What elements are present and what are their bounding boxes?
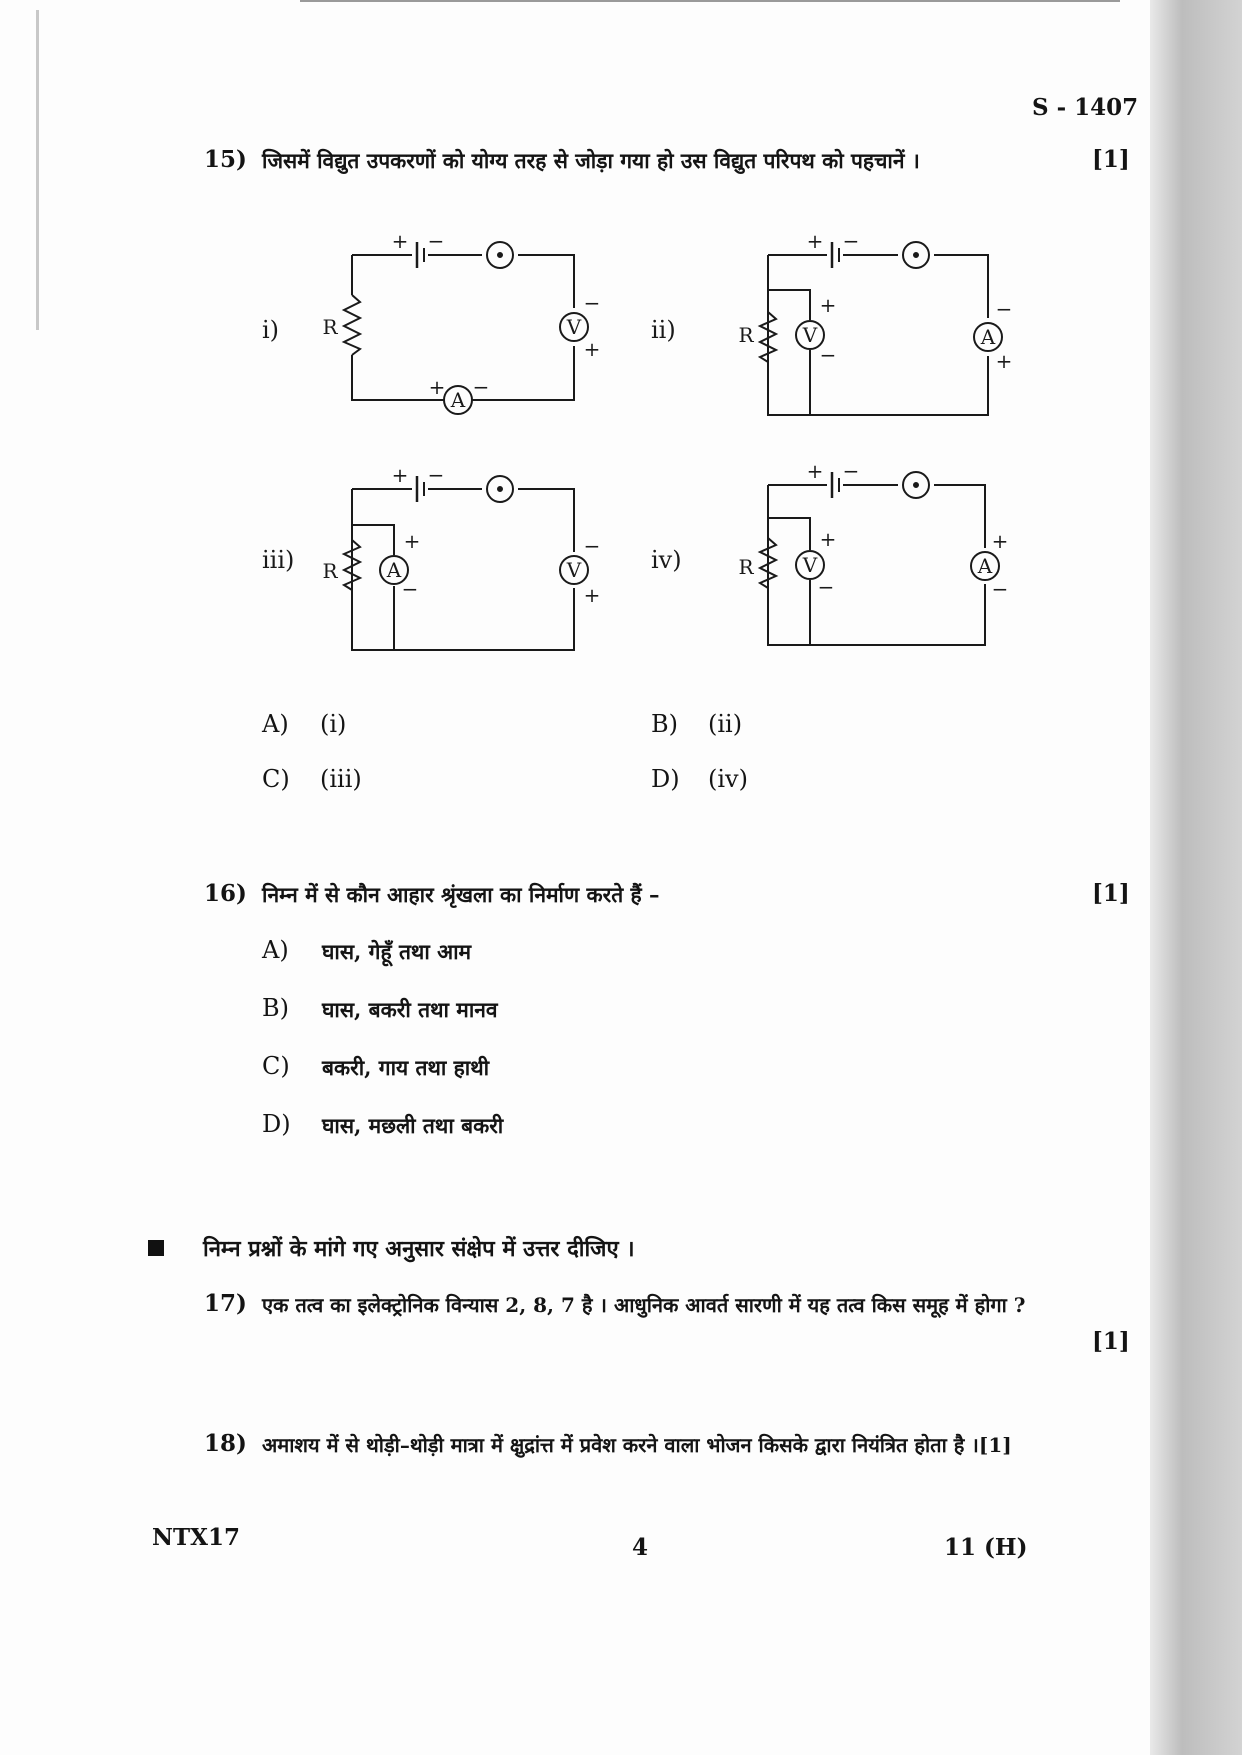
marks: [1] — [1092, 880, 1130, 907]
voltmeter-plus: + — [819, 293, 837, 317]
question-text: अमाशय में से थोड़ी–थोड़ी मात्रा में क्षुद्रांत्त में प्रवेश करने वाला भोजन किसके द्वारा नियंत्रित होता है ।[1] — [262, 1433, 1012, 1457]
question-number: 17) — [204, 1290, 247, 1317]
section-bullet — [148, 1240, 164, 1256]
battery-plus: + — [391, 463, 409, 487]
resistor-label: R — [738, 555, 754, 579]
circuit-iii — [344, 476, 588, 650]
option-letter: C) — [262, 1052, 290, 1080]
ammeter-plus: + — [403, 529, 421, 553]
diagram-label-i: i) — [262, 316, 280, 344]
option-value: घास, मछली तथा बकरी — [322, 1113, 504, 1138]
marks: [1] — [1092, 1328, 1130, 1355]
battery-minus: − — [842, 459, 860, 483]
battery-plus: + — [806, 459, 824, 483]
battery-minus: − — [427, 229, 445, 253]
voltmeter-symbol: V — [802, 553, 818, 577]
resistor-label: R — [738, 323, 754, 347]
voltmeter-plus: + — [819, 527, 837, 551]
circuit-iv — [760, 472, 999, 645]
diagram-label-ii: ii) — [651, 316, 676, 344]
battery-plus: + — [391, 229, 409, 253]
option-letter: D) — [262, 1110, 291, 1138]
question-number: 16) — [204, 880, 247, 907]
option-letter: A) — [262, 936, 289, 964]
question-text: एक तत्व का इलेक्ट्रोनिक विन्यास 2, 8, 7 है । आधुनिक आवर्त सारणी में यह तत्व किस समूह में होगा ? — [262, 1293, 1026, 1317]
battery-minus: − — [842, 229, 860, 253]
option-value: (i) — [320, 710, 347, 738]
option-letter: B) — [651, 710, 678, 738]
option-value: (iv) — [708, 765, 748, 793]
battery-plus: + — [806, 229, 824, 253]
option-value: घास, गेहूँ तथा आम — [322, 939, 472, 964]
voltmeter-minus: − — [817, 575, 835, 599]
ammeter-minus: − — [472, 375, 490, 399]
voltmeter-minus: − — [583, 291, 601, 315]
question-number: 15) — [204, 146, 247, 173]
ammeter-symbol: A — [980, 325, 996, 349]
option-value: बकरी, गाय तथा हाथी — [322, 1055, 490, 1080]
voltmeter-plus: + — [583, 337, 601, 361]
ammeter-plus: + — [995, 349, 1013, 373]
voltmeter-plus: + — [583, 583, 601, 607]
ammeter-symbol: A — [450, 388, 466, 412]
option-letter: A) — [262, 710, 289, 738]
option-value: (ii) — [708, 710, 743, 738]
option-letter: C) — [262, 765, 290, 793]
voltmeter-symbol: V — [566, 558, 582, 582]
resistor-label: R — [322, 315, 338, 339]
resistor-label: R — [322, 559, 338, 583]
option-value: घास, बकरी तथा मानव — [322, 997, 498, 1022]
footer-subject: 11 (H) — [944, 1534, 1028, 1561]
question-text: निम्न में से कौन आहार श्रृंखला का निर्माण करते हैं – — [262, 882, 660, 907]
footer-code: NTX17 — [152, 1524, 240, 1551]
circuit-diagrams — [0, 0, 1242, 720]
ammeter-minus: − — [991, 577, 1009, 601]
circuit-ii — [760, 242, 1002, 415]
ammeter-minus: − — [995, 297, 1013, 321]
circuit-i — [344, 242, 588, 414]
question-text: जिसमें विद्युत उपकरणों को योग्य तरह से जोड़ा गया हो उस विद्युत परिपथ को पहचानें । — [262, 148, 920, 173]
voltmeter-symbol: V — [566, 315, 582, 339]
option-letter: B) — [262, 994, 289, 1022]
page-number: 4 — [632, 1534, 649, 1561]
ammeter-plus: + — [991, 529, 1009, 553]
diagram-label-iii: iii) — [262, 546, 295, 574]
ammeter-minus: − — [401, 577, 419, 601]
battery-minus: − — [427, 463, 445, 487]
question-number: 18) — [204, 1430, 247, 1457]
section-heading: निम्न प्रश्नों के मांगे गए अनुसार संक्षेप में उत्तर दीजिए । — [203, 1236, 635, 1262]
paper-code: S - 1407 — [1032, 94, 1139, 121]
diagram-label-iv: iv) — [651, 546, 682, 574]
marks: [1] — [1092, 146, 1130, 173]
option-value: (iii) — [320, 765, 362, 793]
ammeter-symbol: A — [977, 554, 993, 578]
voltmeter-symbol: V — [802, 323, 818, 347]
option-letter: D) — [651, 765, 680, 793]
voltmeter-minus: − — [819, 343, 837, 367]
voltmeter-minus: − — [583, 534, 601, 558]
ammeter-plus: + — [428, 375, 446, 399]
ammeter-symbol: A — [386, 558, 402, 582]
